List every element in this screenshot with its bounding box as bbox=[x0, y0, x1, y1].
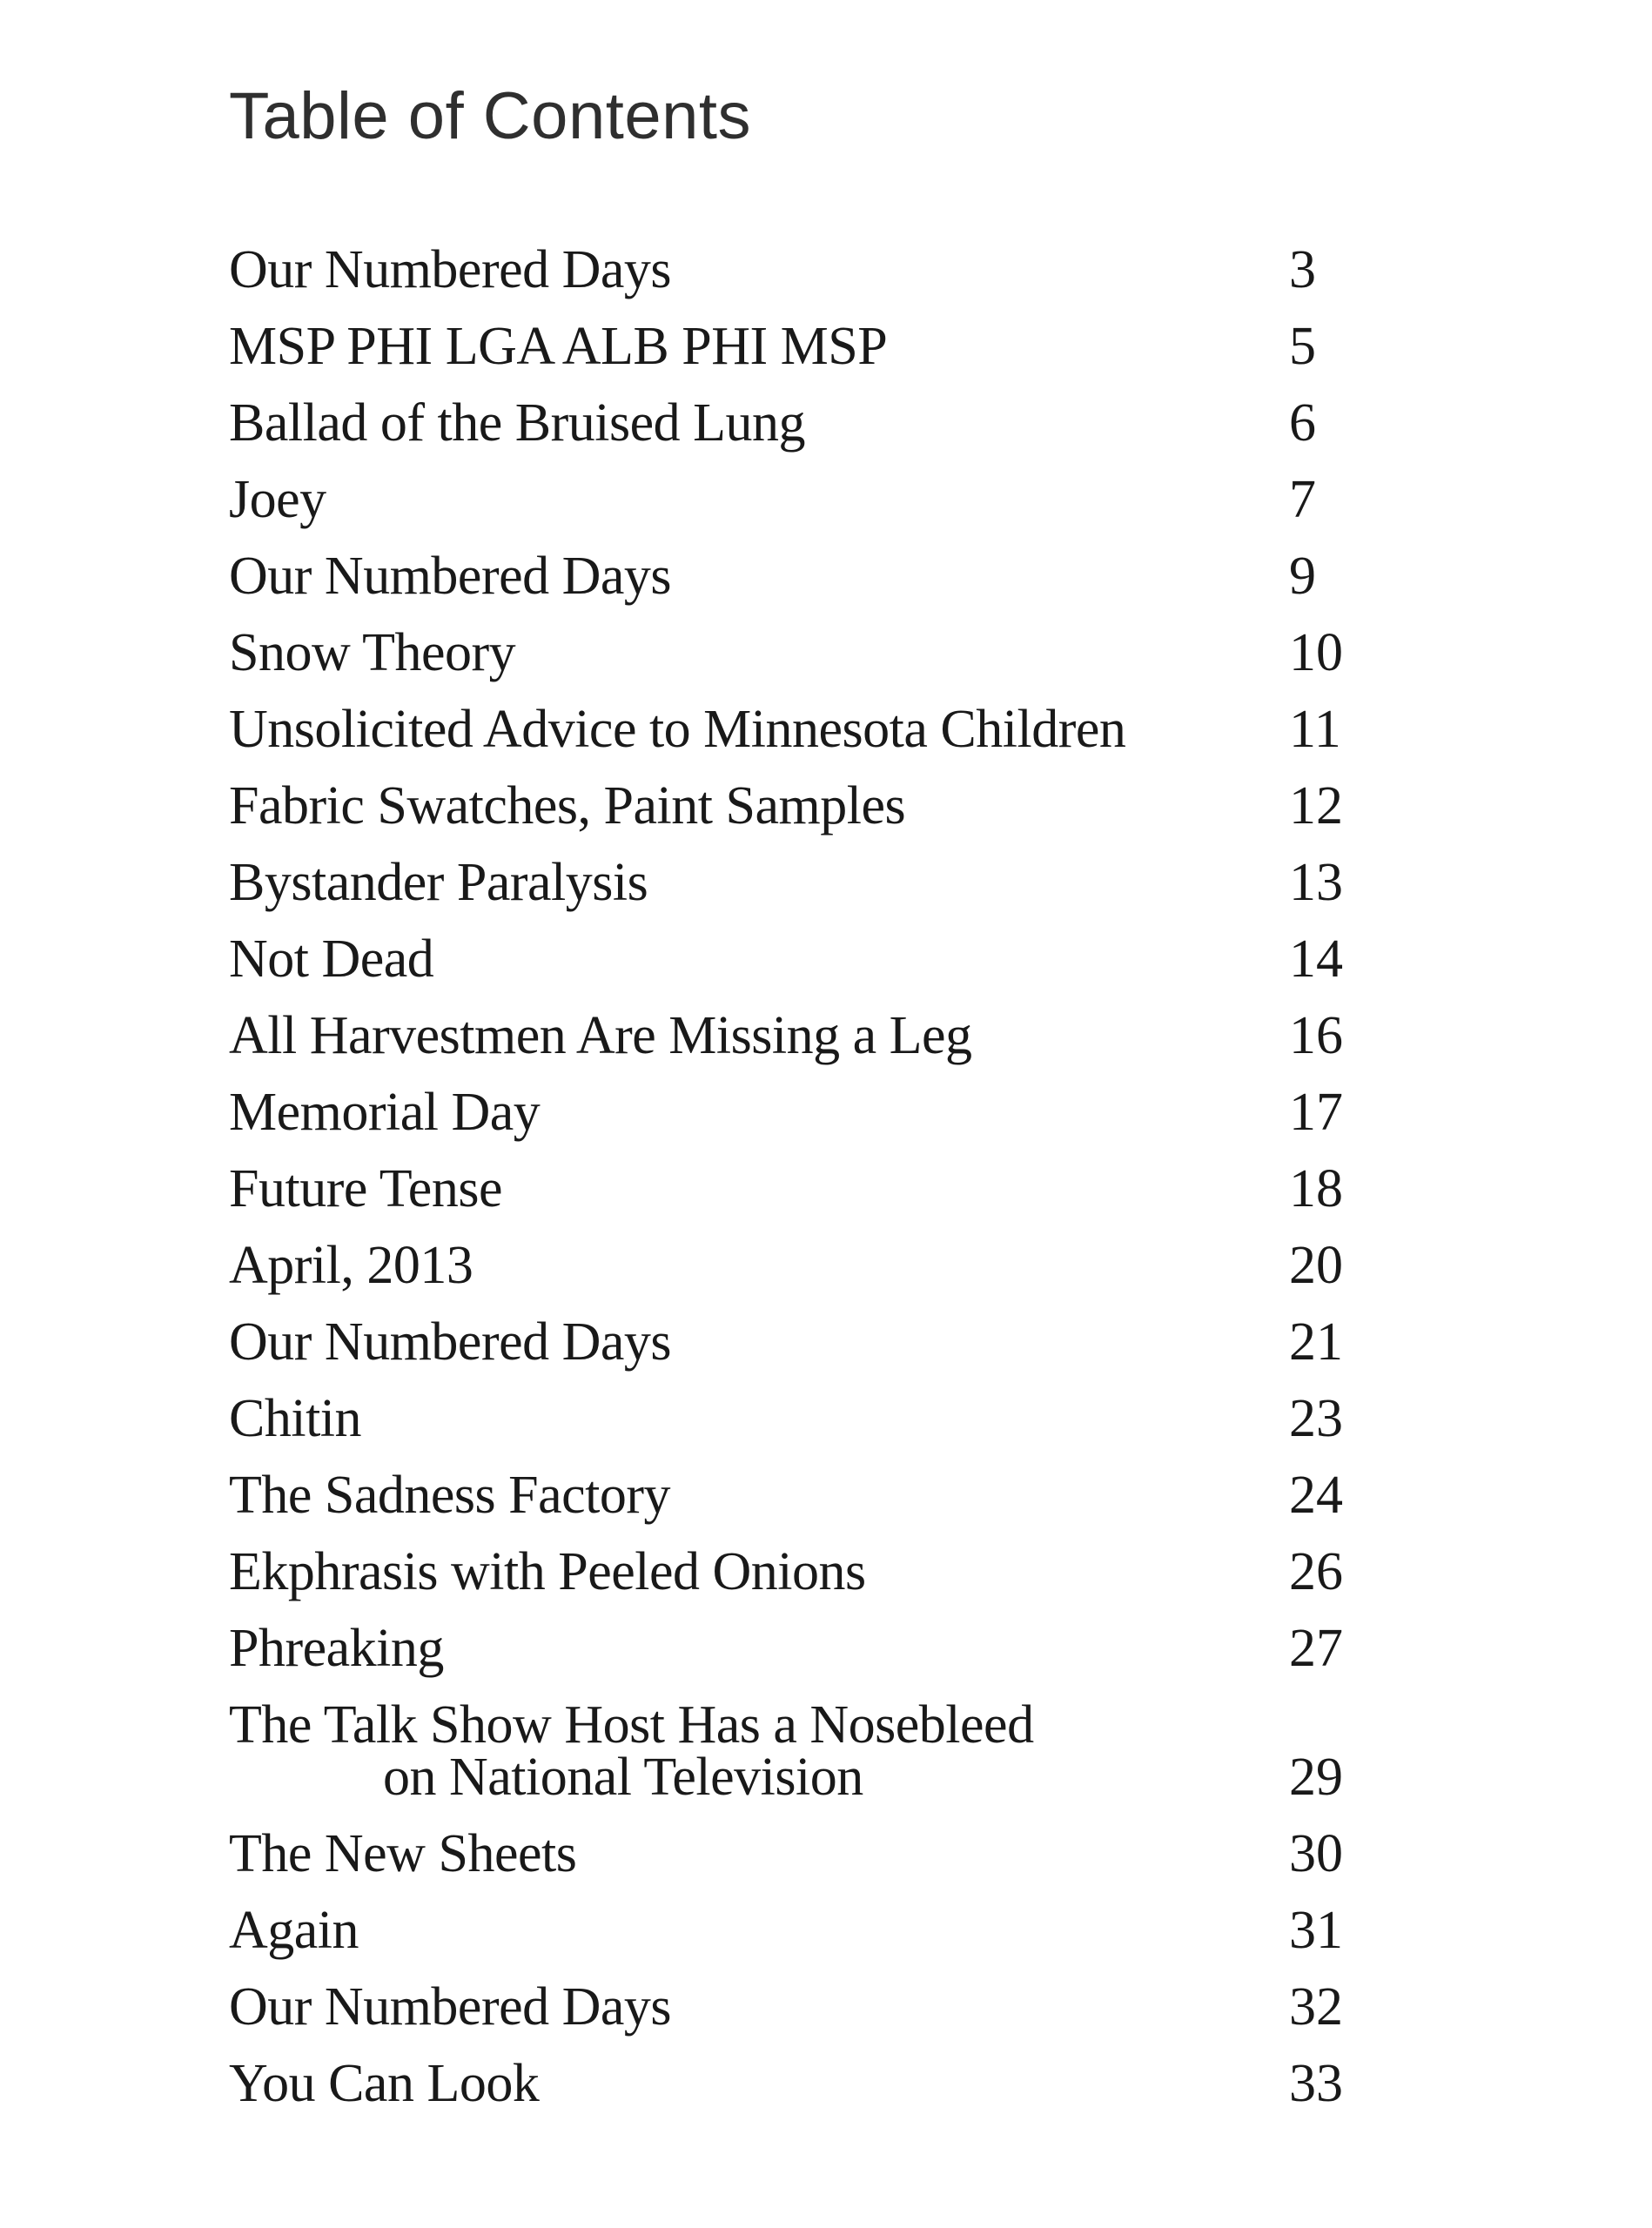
toc-entry-page-number: 6 bbox=[1289, 393, 1316, 453]
toc-entry-page-number: 12 bbox=[1289, 776, 1343, 836]
toc-entry[interactable] bbox=[229, 2054, 1652, 2113]
toc-entry-title-text: Our Numbered Days bbox=[229, 1312, 672, 1372]
toc-entry-page-number: 7 bbox=[1289, 470, 1316, 529]
toc-entry-title-text: Fabric Swatches, Paint Samples bbox=[229, 776, 906, 836]
toc-entry-title-text: The Talk Show Host Has a Nosebleed bbox=[229, 1695, 1034, 1755]
toc-entry-title bbox=[229, 1977, 1289, 2037]
toc-entry-title-text: Memorial Day bbox=[229, 1083, 541, 1142]
toc-entry-title-text: Snow Theory bbox=[229, 623, 516, 682]
toc-entry-title-text: You Can Look bbox=[229, 2054, 540, 2113]
toc-entry-title bbox=[229, 1083, 1289, 1142]
toc-entry-title-text: Our Numbered Days bbox=[229, 1977, 672, 2037]
toc-entry-title-text: Ekphrasis with Peeled Onions bbox=[229, 1542, 866, 1601]
toc-entry-page-number: 24 bbox=[1289, 1466, 1343, 1525]
toc-entry[interactable] bbox=[229, 1083, 1652, 1142]
toc-entry-title bbox=[229, 700, 1289, 759]
toc-entry[interactable] bbox=[229, 1236, 1652, 1295]
toc-entry-title bbox=[229, 776, 1289, 836]
toc-entry-title bbox=[229, 1312, 1289, 1372]
toc-entry-page-number: 17 bbox=[1289, 1083, 1343, 1142]
toc-entry[interactable] bbox=[229, 1619, 1652, 1678]
toc-entry-title-text: The Sadness Factory bbox=[229, 1466, 671, 1525]
toc-entry-title-text: Not Dead bbox=[229, 929, 434, 989]
toc-entry-title bbox=[229, 1619, 1289, 1678]
toc-entry-title bbox=[229, 317, 1289, 376]
toc-entry[interactable] bbox=[229, 1159, 1652, 1218]
page-title: Table of Contents bbox=[229, 79, 751, 153]
toc-entry-title-text: April, 2013 bbox=[229, 1236, 473, 1295]
toc-entry-title-text: Joey bbox=[229, 470, 326, 529]
toc-entry-title bbox=[229, 1901, 1289, 1960]
toc-entry-title-text: Chitin bbox=[229, 1389, 362, 1448]
toc-entry[interactable] bbox=[229, 1901, 1652, 1960]
toc-entry[interactable] bbox=[229, 240, 1652, 299]
toc-list bbox=[229, 240, 1652, 2113]
toc-entry-title bbox=[229, 2054, 1289, 2113]
toc-entry-page-number: 11 bbox=[1289, 700, 1341, 759]
toc-entry-page-number: 10 bbox=[1289, 623, 1343, 682]
toc-entry-title-continuation: on National Television bbox=[383, 1748, 863, 1807]
toc-entry-title bbox=[229, 547, 1289, 606]
toc-entry[interactable] bbox=[229, 547, 1652, 606]
toc-entry[interactable] bbox=[229, 929, 1652, 989]
toc-entry-title bbox=[229, 853, 1289, 912]
toc-entry[interactable] bbox=[229, 317, 1652, 376]
toc-entry-title bbox=[229, 1159, 1289, 1218]
toc-entry-title bbox=[229, 470, 1289, 529]
toc-entry-title bbox=[229, 1389, 1289, 1448]
toc-entry-page-number: 16 bbox=[1289, 1006, 1343, 1065]
toc-entry[interactable] bbox=[229, 1389, 1652, 1448]
toc-entry-title-text: MSP PHI LGA ALB PHI MSP bbox=[229, 317, 888, 376]
toc-entry-title-text: Ballad of the Bruised Lung bbox=[229, 393, 805, 453]
toc-entry-page-number: 13 bbox=[1289, 853, 1343, 912]
toc-entry-title-text: Bystander Paralysis bbox=[229, 853, 648, 912]
toc-entry-title-text: Phreaking bbox=[229, 1619, 444, 1678]
toc-entry[interactable] bbox=[229, 700, 1652, 759]
toc-entry-page-number: 3 bbox=[1289, 240, 1316, 299]
toc-entry-title bbox=[229, 623, 1289, 682]
toc-entry-page-number: 5 bbox=[1289, 317, 1316, 376]
toc-entry[interactable] bbox=[229, 623, 1652, 682]
toc-entry-title bbox=[229, 1466, 1289, 1525]
toc-entry-title bbox=[229, 929, 1289, 989]
toc-entry[interactable] bbox=[229, 1466, 1652, 1525]
toc-entry-title bbox=[229, 1695, 1289, 1807]
toc-entry-page-number: 14 bbox=[1289, 929, 1343, 989]
toc-entry[interactable] bbox=[229, 1977, 1652, 2037]
toc-entry-title bbox=[229, 1542, 1289, 1601]
toc-entry[interactable] bbox=[229, 1312, 1652, 1372]
toc-entry-title bbox=[229, 1006, 1289, 1065]
toc-entry[interactable] bbox=[229, 1824, 1652, 1883]
toc-entry-page-number: 30 bbox=[1289, 1824, 1343, 1883]
toc-entry[interactable] bbox=[229, 1695, 1652, 1807]
toc-entry-page-number: 32 bbox=[1289, 1977, 1343, 2037]
toc-entry-title-text: Future Tense bbox=[229, 1159, 502, 1218]
toc-entry-title-text: Our Numbered Days bbox=[229, 240, 672, 299]
toc-entry-title bbox=[229, 1824, 1289, 1883]
toc-entry-page-number: 33 bbox=[1289, 2054, 1343, 2113]
toc-entry-page-number: 27 bbox=[1289, 1619, 1343, 1678]
toc-entry-title bbox=[229, 393, 1289, 453]
toc-entry-title bbox=[229, 1236, 1289, 1295]
toc-entry-title-text: The New Sheets bbox=[229, 1824, 577, 1883]
toc-entry-page-number: 26 bbox=[1289, 1542, 1343, 1601]
toc-entry-title-text: Our Numbered Days bbox=[229, 547, 672, 606]
toc-entry[interactable] bbox=[229, 1006, 1652, 1065]
toc-entry[interactable] bbox=[229, 393, 1652, 453]
toc-entry-page-number: 9 bbox=[1289, 547, 1316, 606]
toc-entry[interactable] bbox=[229, 853, 1652, 912]
toc-entry-page-number: 29 bbox=[1289, 1748, 1343, 1807]
toc-entry-title-text: All Harvestmen Are Missing a Leg bbox=[229, 1006, 972, 1065]
toc-entry[interactable] bbox=[229, 1542, 1652, 1601]
toc-entry[interactable] bbox=[229, 776, 1652, 836]
toc-entry-page-number: 20 bbox=[1289, 1236, 1343, 1295]
toc-entry-title-text: Again bbox=[229, 1901, 359, 1960]
toc-entry-title-text: Unsolicited Advice to Minnesota Children bbox=[229, 700, 1126, 759]
toc-entry-page-number: 31 bbox=[1289, 1901, 1343, 1960]
toc-entry-page-number: 18 bbox=[1289, 1159, 1343, 1218]
toc-entry-title bbox=[229, 240, 1289, 299]
toc-entry[interactable] bbox=[229, 470, 1652, 529]
toc-entry-page-number: 21 bbox=[1289, 1312, 1343, 1372]
toc-entry-page-number: 23 bbox=[1289, 1389, 1343, 1448]
